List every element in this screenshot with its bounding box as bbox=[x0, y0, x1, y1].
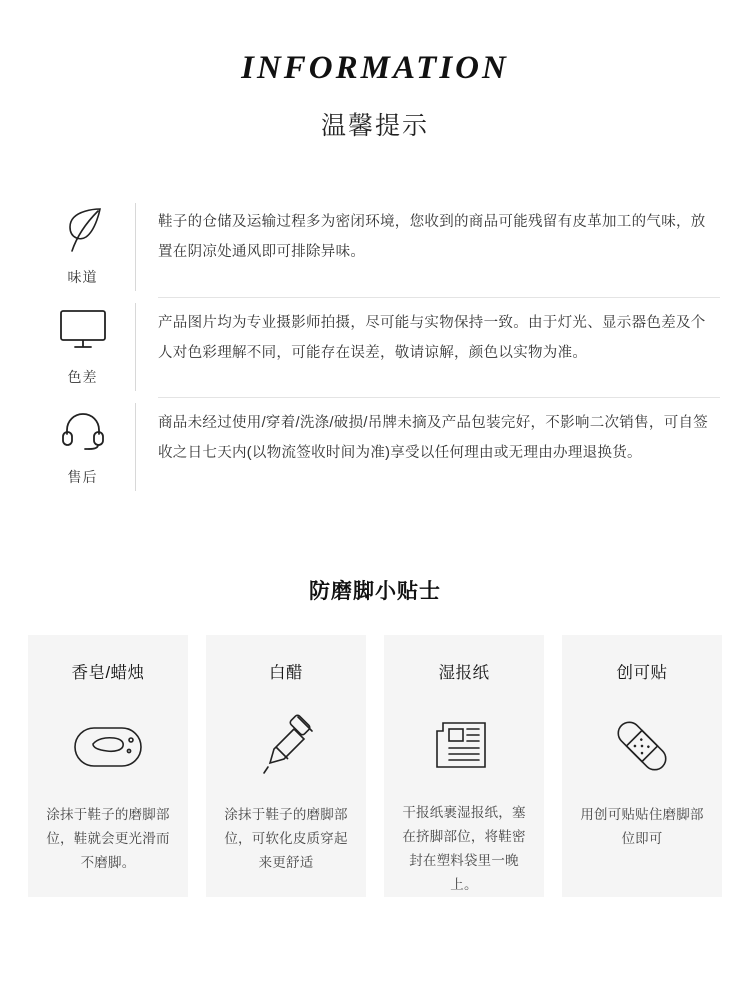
vertical-divider bbox=[135, 403, 136, 491]
info-row-label: 色差 bbox=[67, 369, 98, 386]
info-row bbox=[30, 197, 720, 297]
info-row-text: 产品图片均为专业摄影师拍摄，尽可能与实物保持一致。由于灯光、显示器色差及个人对色彩理解不同，可能存在误差，敬请谅解，颜色以实物为准。 bbox=[158, 297, 720, 368]
tip-card bbox=[384, 635, 544, 897]
tip-card-desc: 干报纸裹湿报纸，塞在挤脚部位，将鞋密封在塑料袋里一晚上。 bbox=[402, 805, 526, 893]
tip-card-desc: 用创可贴贴住磨脚部位即可 bbox=[580, 807, 704, 847]
vertical-divider bbox=[135, 303, 136, 391]
dropper-icon bbox=[254, 705, 318, 787]
tips-title: 防磨脚小贴士 bbox=[309, 580, 441, 604]
newspaper-icon bbox=[433, 705, 495, 785]
leaf-icon bbox=[56, 203, 110, 257]
tip-card-desc: 涂抹于鞋子的磨脚部位，可软化皮质穿起来更舒适 bbox=[224, 807, 348, 871]
info-block bbox=[0, 197, 750, 497]
info-row-label: 售后 bbox=[67, 469, 98, 486]
page-subtitle: 温馨提示 bbox=[320, 112, 429, 141]
tip-card bbox=[562, 635, 722, 897]
bandage-icon bbox=[609, 705, 675, 787]
tip-card-title: 湿报纸 bbox=[438, 664, 490, 683]
info-row-label: 味道 bbox=[67, 269, 98, 286]
page-header bbox=[0, 0, 750, 142]
info-row-text: 鞋子的仓储及运输过程多为密闭环境，您收到的商品可能残留有皮革加工的气味，放置在阴凉处通风即可排除异味。 bbox=[158, 214, 706, 261]
tip-card-title: 香皂/蜡烛 bbox=[71, 664, 145, 683]
info-row bbox=[30, 297, 720, 397]
info-row-text: 商品未经过使用/穿着/洗涤/破损/吊牌未摘及产品包装完好，不影响二次销售，可自签收之日七天内(以物流签收时间为准)享受以任何理由或无理由办理退换货。 bbox=[158, 397, 720, 468]
tip-card-title: 白醋 bbox=[269, 664, 303, 683]
tip-card-title: 创可贴 bbox=[616, 664, 668, 683]
tip-card bbox=[206, 635, 366, 897]
info-row bbox=[30, 397, 720, 497]
vertical-divider bbox=[135, 203, 136, 291]
tips-grid bbox=[0, 635, 750, 897]
info-row-left bbox=[30, 297, 135, 387]
page-title: INFORMATION bbox=[241, 50, 509, 86]
tip-card-desc: 涂抹于鞋子的磨脚部位，鞋就会更光滑而不磨脚。 bbox=[46, 807, 170, 871]
soap-bar-icon bbox=[69, 705, 147, 787]
info-row-left bbox=[30, 197, 135, 287]
headset-icon bbox=[56, 403, 110, 457]
monitor-icon bbox=[56, 303, 110, 357]
info-row-left bbox=[30, 397, 135, 487]
tip-card bbox=[28, 635, 188, 897]
